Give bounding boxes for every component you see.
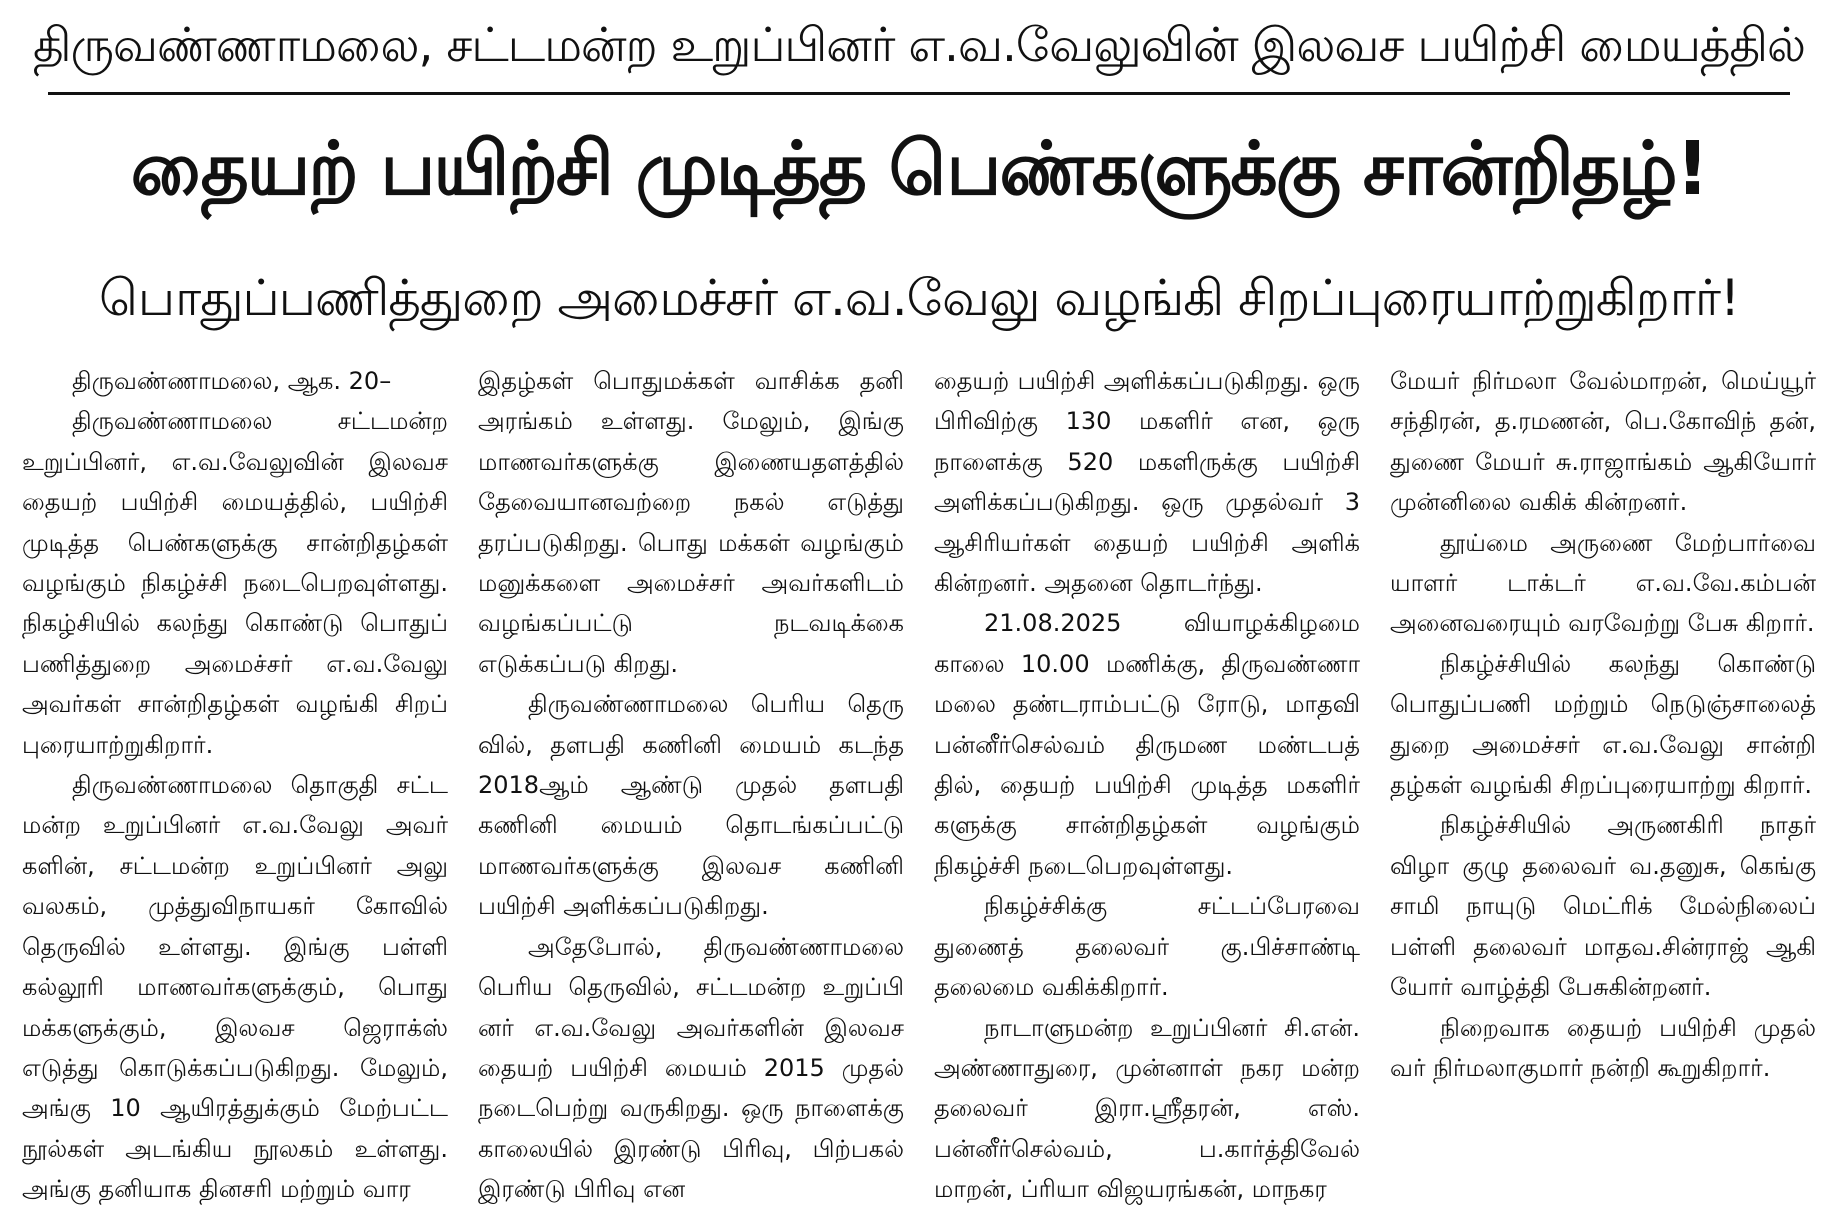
body-paragraph: அதேபோல், திருவண்ணாமலை பெரிய தெருவில், சட்டமன்ற உறுப்பி னர் எ.வ.வேலு அவர்களின் இலவச தையற் பயிற்சி மையம் 2015 முதல் நடைபெற்று வருகிறது. ஒரு நாளைக்கு காலையில் இரண்டு பிரிவு, பிற்பகல் இரண்டு பிரிவு என bbox=[478, 932, 904, 1204]
body-paragraph: திருவண்ணாமலை சட்டமன்ற உறுப்பினர், எ.வ.வேலுவின் இலவச தையற் பயிற்சி மையத்தில், பயிற்சி முடித்த பெண்களுக்கு சான்றிதழ்கள் வழங்கும் நிகழ்ச்சி நடைபெறவுள்ளது. நிகழ்சியில் கலந்து கொண்டு பொதுப் பணித்துறை அமைச்சர் எ.வ.வேலு அவர்கள் சான்றிதழ்கள் வழங்கி சிறப் புரையாற்றுகிறார். bbox=[22, 407, 448, 759]
dateline: திருவண்ணாமலை, ஆக. 20– bbox=[72, 367, 392, 395]
article-column-4 bbox=[1390, 361, 1816, 1210]
body-paragraph: நிகழ்ச்சிக்கு சட்டப்பேரவை துணைத் தலைவர் கு.பிச்சாண்டி தலைமை வகிக்கிறார். bbox=[934, 892, 1360, 1002]
article-subheadline: பொதுப்பணித்துறை அமைச்சர் எ.வ.வேலு வழங்கி சிறப்புரையாற்றுகிறார்! bbox=[98, 269, 1740, 327]
article-column-1 bbox=[22, 361, 448, 1210]
body-paragraph: திருவண்ணாமலை தொகுதி சட்ட மன்ற உறுப்பினர் எ.வ.வேலு அவர் களின், சட்டமன்ற உறுப்பினர் அலு வலகம், முத்துவிநாயகர் கோவில் தெருவில் உள்ளது. இங்கு பள்ளி கல்லூரி மாணவர்களுக்கும், பொது மக்களுக்கும், இலவச ஜெராக்ஸ் எடுத்து கொடுக்கப்படுகிறது. மேலும், அங்கு 10 ஆயிரத்துக்கும் மேற்பட்ட நூல்கள் அடங்கிய நூலகம் உள்ளது. அங்கு தனியாக தினசரி மற்றும் வார bbox=[22, 771, 448, 1204]
body-paragraph: தையற் பயிற்சி அளிக்கப்படுகிறது. ஒரு பிரிவிற்கு 130 மகளிர் என, ஒரு நாளைக்கு 520 மகளிருக்கு பயிற்சி அளிக்கப்படுகிறது. ஒரு முதல்வர் 3 ஆசிரியர்கள் தையற் பயிற்சி அளிக் கின்றனர். அதனை தொடர்ந்து. bbox=[934, 367, 1360, 598]
body-paragraph: நிகழ்ச்சியில் அருணகிரி நாதர் விழா குழு தலைவர் வ.தனுசு, கெங்கு சாமி நாயுடு மெட்ரிக் மேல்நிலைப் பள்ளி தலைவர் மாதவ.சின்ராஜ் ஆகி யோர் வாழ்த்தி பேசுகின்றனர். bbox=[1390, 811, 1816, 1002]
article-headline: தையற் பயிற்சி முடித்த பெண்களுக்கு சான்றிதழ்! bbox=[130, 126, 1708, 212]
article-column-3 bbox=[934, 361, 1360, 1210]
body-paragraph: திருவண்ணாமலை பெரிய தெரு வில், தளபதி கணினி மையம் கடந்த 2018ஆம் ஆண்டு முதல் தளபதி கணினி மையம் தொடங்கப்பட்டு மாணவர்களுக்கு இலவச கணினி பயிற்சி அளிக்கப்படுகிறது. bbox=[478, 690, 904, 921]
body-paragraph: நாடாளுமன்ற உறுப்பினர் சி.என். அண்ணாதுரை, முன்னாள் நகர மன்ற தலைவர் இரா.ஸ்ரீதரன், எஸ். பன்னீர்செல்வம், ப.கார்த்திவேல் மாறன், ப்ரியா விஜயரங்கன், மாநகர bbox=[934, 1013, 1360, 1204]
article-kicker: திருவண்ணாமலை, சட்டமன்ற உறுப்பினர் எ.வ.வேலுவின் இலவச பயிற்சி மையத்தில் bbox=[32, 18, 1806, 73]
body-paragraph: நிகழ்ச்சியில் கலந்து கொண்டு பொதுப்பணி மற்றும் நெடுஞ்சாலைத் துறை அமைச்சர் எ.வ.வேலு சான்றி தழ்கள் வழங்கி சிறப்புரையாற்று கிறார். bbox=[1390, 649, 1816, 800]
body-paragraph: மேயர் நிர்மலா வேல்மாறன், மெய்யூர் சந்திரன், த.ரமணன், பெ.கோவிந் தன், துணை மேயர் சு.ராஜாங்கம் ஆகியோர் முன்னிலை வகிக் கின்றனர். bbox=[1390, 367, 1816, 517]
body-paragraph: தூய்மை அருணை மேற்பார்வை யாளர் டாக்டர் எ.வ.வே.கம்பன் அனைவரையும் வரவேற்று பேசு கிறார். bbox=[1390, 528, 1816, 638]
body-paragraph: இதழ்கள் பொதுமக்கள் வாசிக்க தனி அரங்கம் உள்ளது. மேலும், இங்கு மாணவர்களுக்கு இணையதளத்தில் தேவையானவற்றை நகல் எடுத்து தரப்படுகிறது. பொது மக்கள் வழங்கும் மனுக்களை அமைச்சர் அவர்களிடம் வழங்கப்பட்டு நடவடிக்கை எடுக்கப்படு கிறது. bbox=[478, 367, 904, 678]
body-paragraph: 21.08.2025 வியாழக்கிழமை காலை 10.00 மணிக்கு, திருவண்ணா மலை தண்டராம்பட்டு ரோடு, மாதவி பன்னீர்செல்வம் திருமண மண்டபத் தில், தையற் பயிற்சி முடித்த மகளிர் களுக்கு சான்றிதழ்கள் வழங்கும் நிகழ்ச்சி நடைபெறவுள்ளது. bbox=[934, 609, 1360, 880]
body-paragraph: நிறைவாக தையற் பயிற்சி முதல் வர் நிர்மலாகுமார் நன்றி கூறுகிறார். bbox=[1390, 1013, 1816, 1082]
article-column-2 bbox=[478, 361, 904, 1210]
article-body bbox=[18, 361, 1820, 1210]
